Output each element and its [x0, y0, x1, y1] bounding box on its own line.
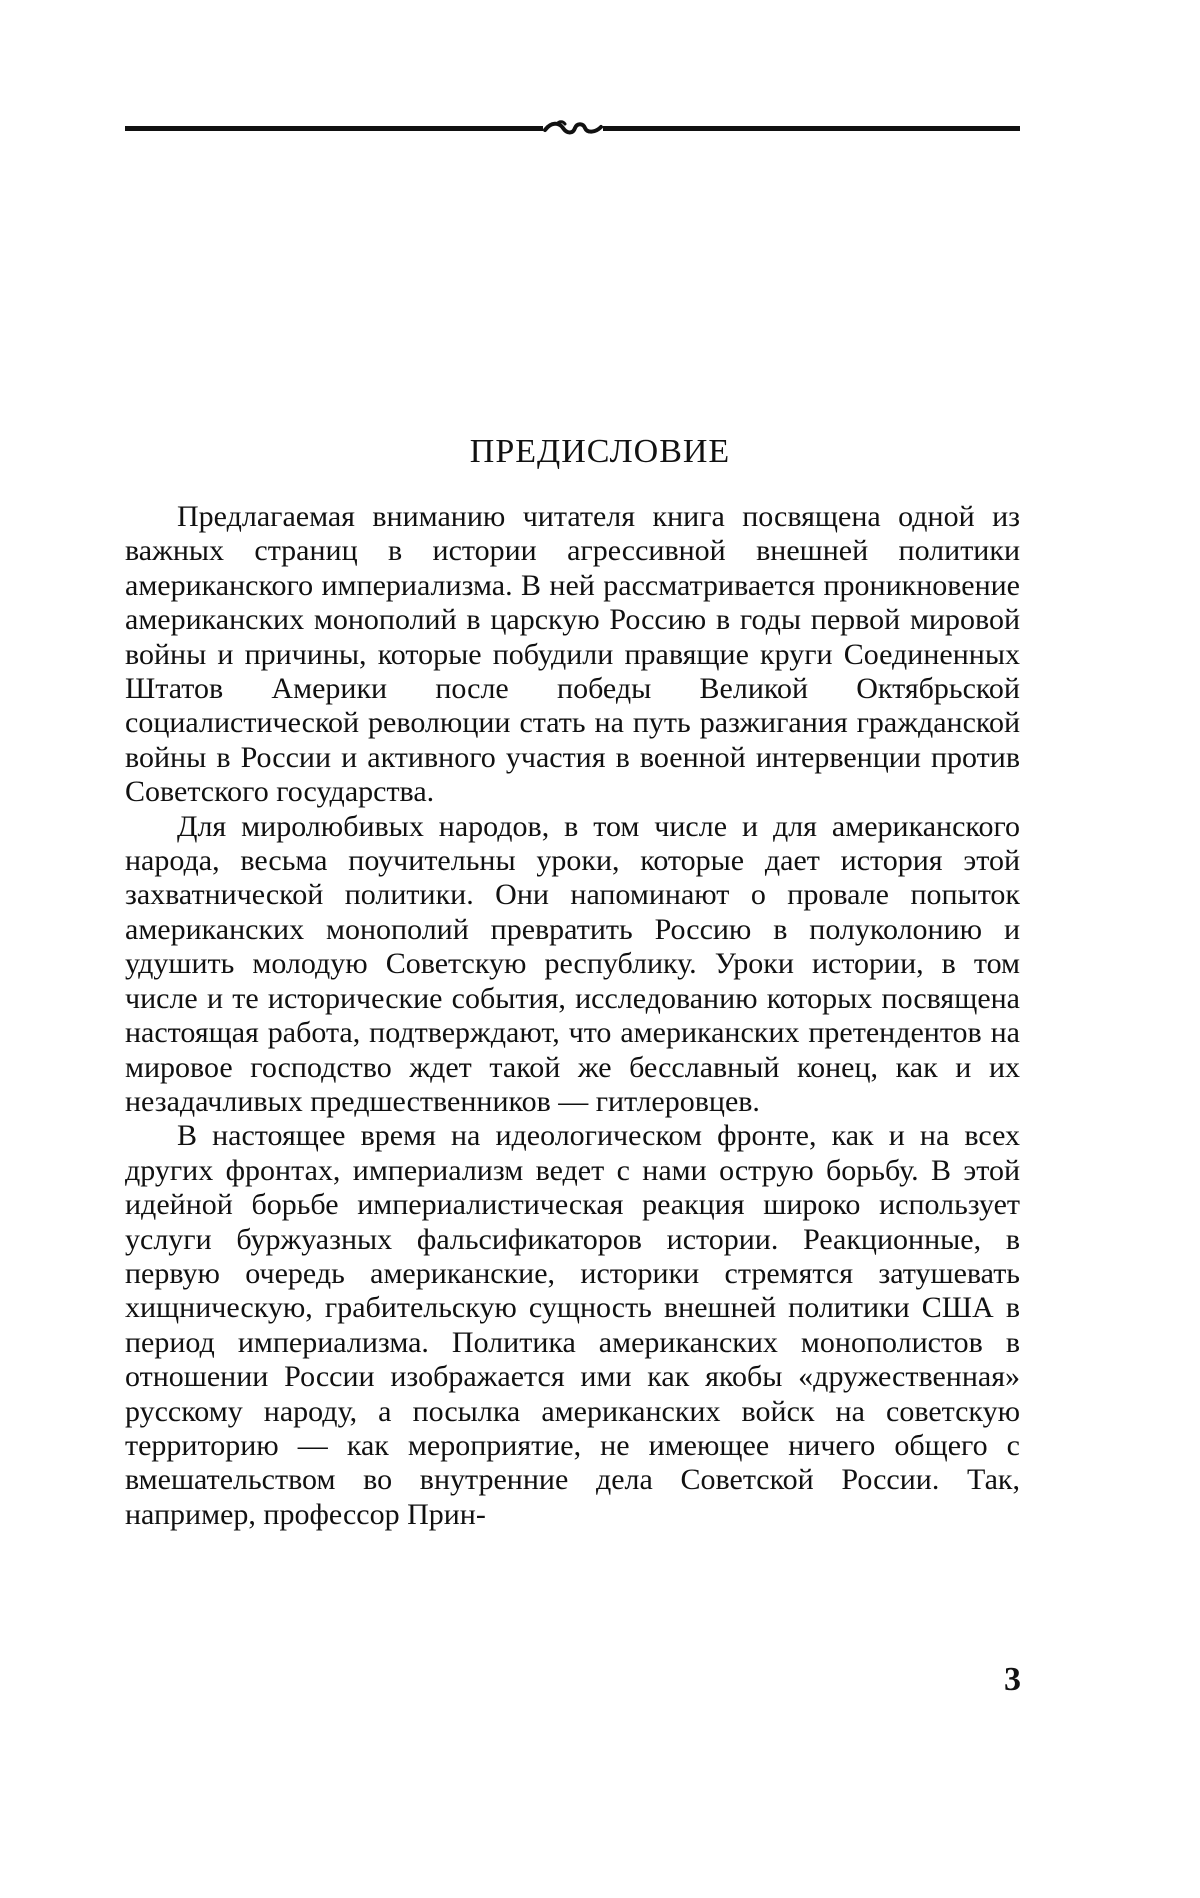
header-ornament-rule	[125, 118, 1020, 138]
body-text	[125, 500, 1020, 1532]
ornament-line-left	[125, 126, 543, 131]
paragraph-1: Предлагаемая вниманию читателя книга посвящена одной из важных страниц в истории агрессивной внешней политики американского империализма. В ней рассматривается проникновение американских монополий в царскую Россию в годы первой мировой войны и причины, которые побудили правящие круги Соединенных Штатов Америки после победы Великой Октябрьской социалистической революции стать на путь разжигания гражданской войны в России и активного участия в военной интервенции против Советского государства.	[125, 500, 1020, 809]
paragraph-3: В настоящее время на идеологическом фронте, как и на всех других фронтах, империализм ведет с нами острую борьбу. В этой идейной борьбе империалистическая реакция широко использует услуги буржуазных фальсификаторов истории. Реакционные, в первую очередь американские, историки стремятся затушевать хищническую, грабительскую сущность внешней политики США в период империализма. Политика американских монополистов в отношении России изображается ими как якобы «дружественная» русскому народу, а посылка американских войск на советскую территорию — как мероприятие, не имеющее ничего общего с вмешательством во внутренние дела Советской России. Так, например, профессор Прин-	[125, 1119, 1020, 1531]
ornament-line-right	[603, 126, 1020, 131]
ornament-swash-icon	[543, 118, 603, 138]
page-number: 3	[1004, 1661, 1021, 1698]
page-title: ПРЕДИСЛОВИЕ	[469, 433, 731, 470]
paragraph-2: Для миролюбивых народов, в том числе и для американского народа, весьма поучительны уроки, которые дает история этой захватнической политики. Они напоминают о провале попыток американских монополий превратить Россию в полуколонию и удушить молодую Советскую республику. Уроки истории, в том числе и те исторические события, исследованию которых посвящена настоящая работа, подтверждают, что американских претендентов на мировое господство ждет такой же бесславный конец, как и их незадачливых предшественников — гитлеровцев.	[125, 809, 1020, 1118]
